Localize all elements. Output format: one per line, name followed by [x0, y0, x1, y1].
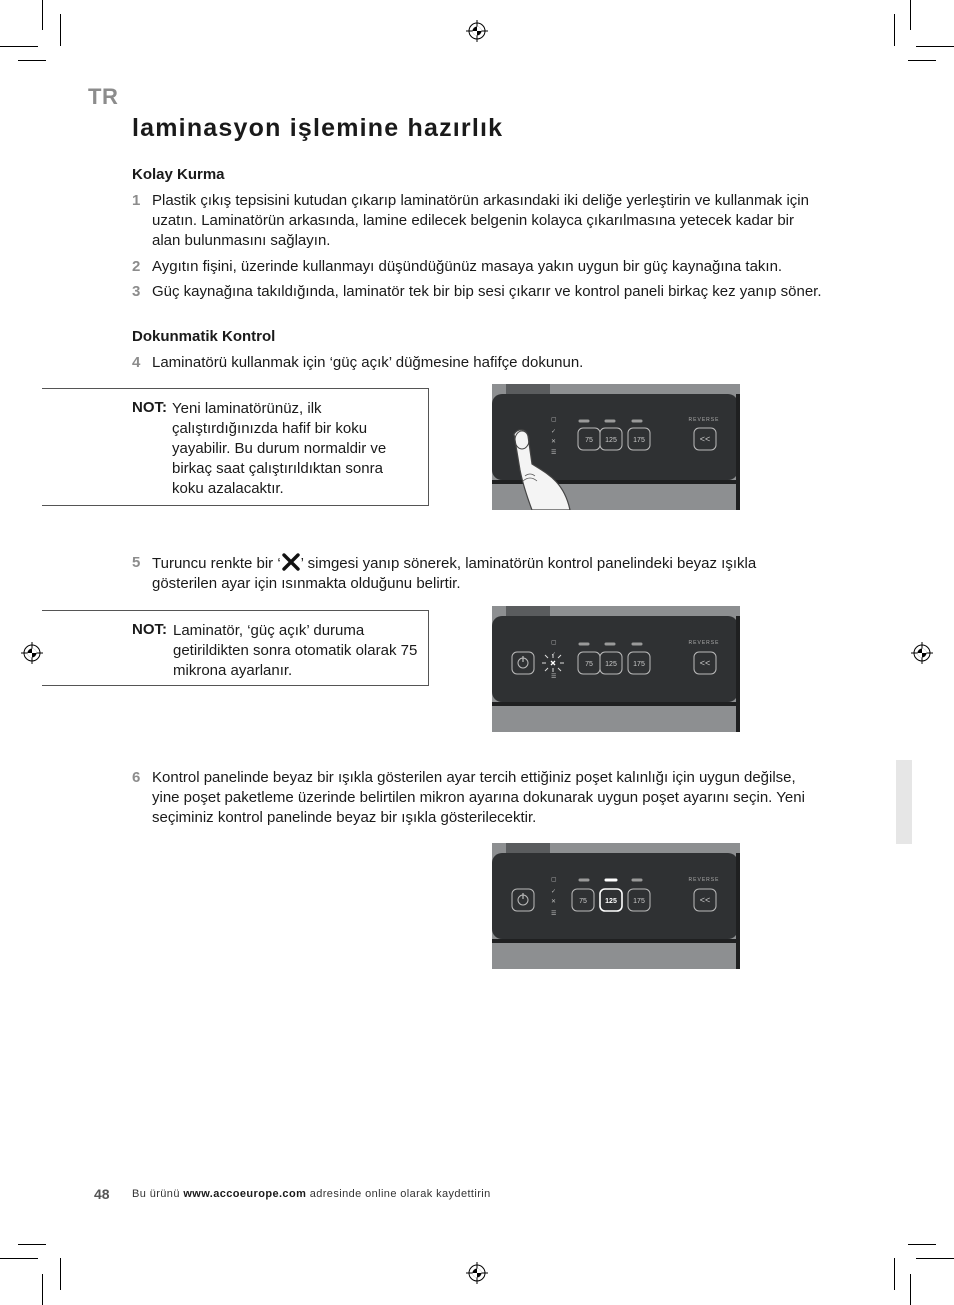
footer-url-link[interactable]: www.accoeurope.com	[183, 1188, 307, 1200]
step-number: 4	[132, 354, 141, 371]
step-3	[132, 282, 822, 302]
registration-mark-icon	[911, 642, 933, 664]
step-text: Kontrol panelinde beyaz bir ışıkla gösterilen ayar tercih ettiğiniz poşet kalınlığı için uygun değilse, yine poşet paketleme üzerinde belirtilen mikron ayarına dokunarak uygun poşet ayarını seçin. Yeni seçiminiz kontrol panelinde beyaz bir ışıkla gösterilecektir.	[152, 769, 805, 826]
crop-mark	[910, 0, 911, 30]
svg-text:125: 125	[605, 437, 617, 444]
heating-x-icon	[281, 553, 301, 571]
crop-mark	[908, 60, 936, 61]
svg-text:✕: ✕	[551, 438, 557, 445]
step-text	[152, 553, 822, 594]
crop-mark	[42, 1274, 43, 1305]
crop-mark	[60, 1258, 61, 1290]
control-panel-illustration-125-selected	[492, 843, 740, 969]
crop-mark	[18, 60, 46, 61]
note-text: Yeni laminatörünüz, ilk çalıştırdığınızda hafif bir koku yayabilir. Bu durum normaldir ve birkaç saat çalıştırıldıktan sonra koku azalacaktır.	[172, 400, 387, 497]
crop-mark	[42, 0, 43, 30]
crop-mark	[894, 14, 895, 46]
svg-text:✓: ✓	[551, 888, 557, 895]
step-4	[132, 353, 822, 373]
svg-text:125: 125	[605, 898, 617, 905]
note-text: Laminatör, ‘güç açık’ duruma getirildikten sonra otomatik olarak 75 mikrona ayarlanır.	[173, 622, 418, 679]
note-label: NOT:	[132, 621, 167, 638]
svg-text:☰: ☰	[551, 449, 557, 456]
crop-mark	[60, 14, 61, 46]
step-6	[132, 768, 822, 828]
footer-text	[132, 1188, 491, 1200]
step-text: Laminatörü kullanmak için ‘güç açık’ düğmesine hafifçe dokunun.	[152, 354, 584, 371]
crop-mark	[0, 46, 38, 47]
svg-text:▢: ▢	[551, 639, 557, 646]
svg-text:75: 75	[585, 437, 593, 444]
step-number: 3	[132, 283, 141, 300]
step-text-after: ’ simgesi yanıp sönerek, laminatörün kontrol panelindeki beyaz ışıkla gösterilen ayar için ısınmakta olduğunu belirtir.	[152, 555, 757, 592]
control-panel-illustration-power	[492, 384, 740, 510]
footer-suffix: adresinde online olarak kaydettirin	[306, 1188, 491, 1200]
svg-text:125: 125	[605, 661, 617, 668]
svg-text:☰: ☰	[551, 910, 557, 917]
svg-text:✓: ✓	[551, 428, 557, 435]
svg-text:<<: <<	[699, 895, 711, 905]
step-1	[132, 191, 822, 251]
footer-prefix: Bu ürünü	[132, 1188, 184, 1200]
section-heading-kolay-kurma: Kolay Kurma	[132, 166, 225, 183]
svg-text:175: 175	[633, 437, 645, 444]
section-heading-dokunmatik-kontrol: Dokunmatik Kontrol	[132, 328, 276, 345]
crop-mark	[916, 46, 954, 47]
svg-text:<<: <<	[699, 658, 711, 668]
crop-mark	[908, 1244, 936, 1245]
crop-mark	[916, 1258, 954, 1259]
svg-text:☰: ☰	[551, 673, 557, 680]
page-number: 48	[94, 1186, 110, 1202]
crop-mark	[894, 1258, 895, 1290]
step-text: Güç kaynağına takıldığında, laminatör tek bir bip sesi çıkarır ve kontrol paneli birkaç kez yanıp söner.	[152, 283, 822, 300]
side-tab-marker	[896, 760, 912, 844]
step-text: Plastik çıkış tepsisini kutudan çıkarıp laminatörün arkasındaki iki deliğe yerleştirin ve kullanmak için uzatın. Laminatörün arkasında, lamine edilecek belgenin kolayca çıkarılmasına yetecek kadar bir alan bulunmasını sağlayın.	[152, 192, 809, 249]
svg-text:✕: ✕	[551, 898, 557, 905]
svg-text:175: 175	[633, 661, 645, 668]
step-number: 2	[132, 258, 141, 275]
step-text-before: Turuncu renkte bir ‘	[152, 555, 281, 572]
note-box	[42, 388, 429, 506]
svg-text:<<: <<	[699, 434, 711, 444]
step-text: Aygıtın fişini, üzerinde kullanmayı düşündüğünüz masaya yakın uygun bir güç kaynağına takın.	[152, 258, 783, 275]
step-number: 5	[132, 554, 141, 571]
step-number: 1	[132, 192, 141, 209]
svg-text:REVERSE: REVERSE	[688, 417, 720, 423]
registration-mark-icon	[466, 20, 488, 42]
svg-text:175: 175	[633, 898, 645, 905]
svg-text:REVERSE: REVERSE	[688, 877, 720, 883]
page-title: laminasyon işlemine hazırlık	[132, 114, 504, 142]
crop-mark	[910, 1274, 911, 1305]
control-panel-illustration-heating	[492, 606, 740, 732]
note-box	[42, 610, 429, 686]
svg-text:75: 75	[579, 898, 587, 905]
note-label: NOT:	[132, 399, 167, 416]
step-number: 6	[132, 769, 141, 786]
svg-text:▢: ▢	[551, 416, 557, 423]
svg-text:✓: ✓	[551, 651, 557, 658]
step-5	[132, 553, 822, 594]
crop-mark	[18, 1244, 46, 1245]
svg-text:▢: ▢	[551, 876, 557, 883]
svg-text:75: 75	[585, 661, 593, 668]
step-2	[132, 257, 822, 277]
svg-text:REVERSE: REVERSE	[688, 640, 720, 646]
registration-mark-icon	[21, 642, 43, 664]
crop-mark	[0, 1258, 38, 1259]
registration-mark-icon	[466, 1262, 488, 1284]
language-code: TR	[88, 84, 119, 109]
